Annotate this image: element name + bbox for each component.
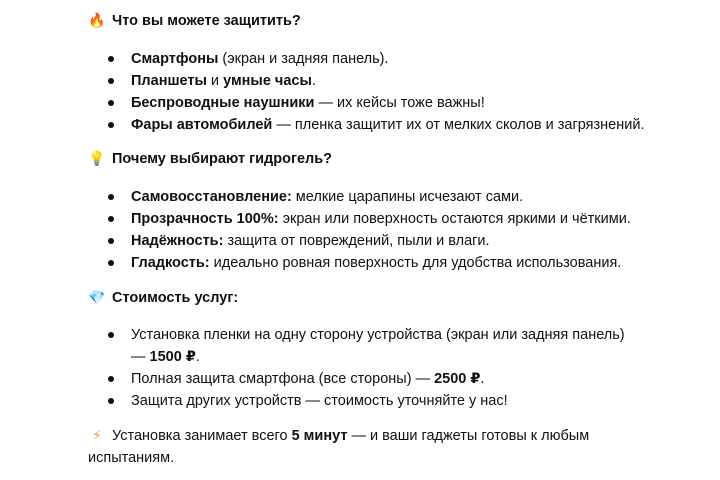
pricing-list — [108, 324, 640, 412]
list-item: Защита других устройств — стоимость уточняйте у нас! — [108, 390, 640, 412]
fire-icon: 🔥 — [88, 13, 106, 29]
section-heading-why — [88, 148, 332, 170]
lightning-icon: ⚡ — [92, 428, 102, 444]
heading-text: Стоимость услуг: — [112, 290, 239, 306]
list-item: Надёжность: защита от повреждений, пыли и влаги. — [108, 230, 640, 252]
footer-note: ⚡ Установка занимает всего 5 минут — и ваши гаджеты готовы к любым испытаниям. — [88, 425, 648, 469]
list-item: Фары автомобилей — пленка защитит их от мелких сколов и загрязнений. — [108, 114, 640, 136]
section-heading-protect — [88, 10, 301, 32]
list-item: Планшеты и умные часы. — [108, 70, 640, 92]
list-item: Самовосстановление: мелкие царапины исчезают сами. — [108, 186, 640, 208]
list-item: Смартфоны (экран и задняя панель). — [108, 48, 640, 70]
why-list — [108, 186, 640, 274]
gem-icon: 💎 — [88, 290, 106, 306]
list-item: Установка пленки на одну сторону устройства (экран или задняя панель) — 1500 ₽. — [108, 324, 640, 368]
lightbulb-icon: 💡 — [88, 151, 106, 167]
heading-text: Что вы можете защитить? — [112, 13, 301, 29]
list-item: Беспроводные наушники — их кейсы тоже важны! — [108, 92, 640, 114]
section-heading-pricing — [88, 287, 238, 309]
list-item: Прозрачность 100%: экран или поверхность остаются яркими и чёткими. — [108, 208, 640, 230]
list-item: Гладкость: идеально ровная поверхность для удобства использования. — [108, 252, 640, 274]
list-item: Полная защита смартфона (все стороны) — 2500 ₽. — [108, 368, 640, 390]
protect-list — [108, 48, 645, 136]
heading-text: Почему выбирают гидрогель? — [112, 151, 333, 167]
